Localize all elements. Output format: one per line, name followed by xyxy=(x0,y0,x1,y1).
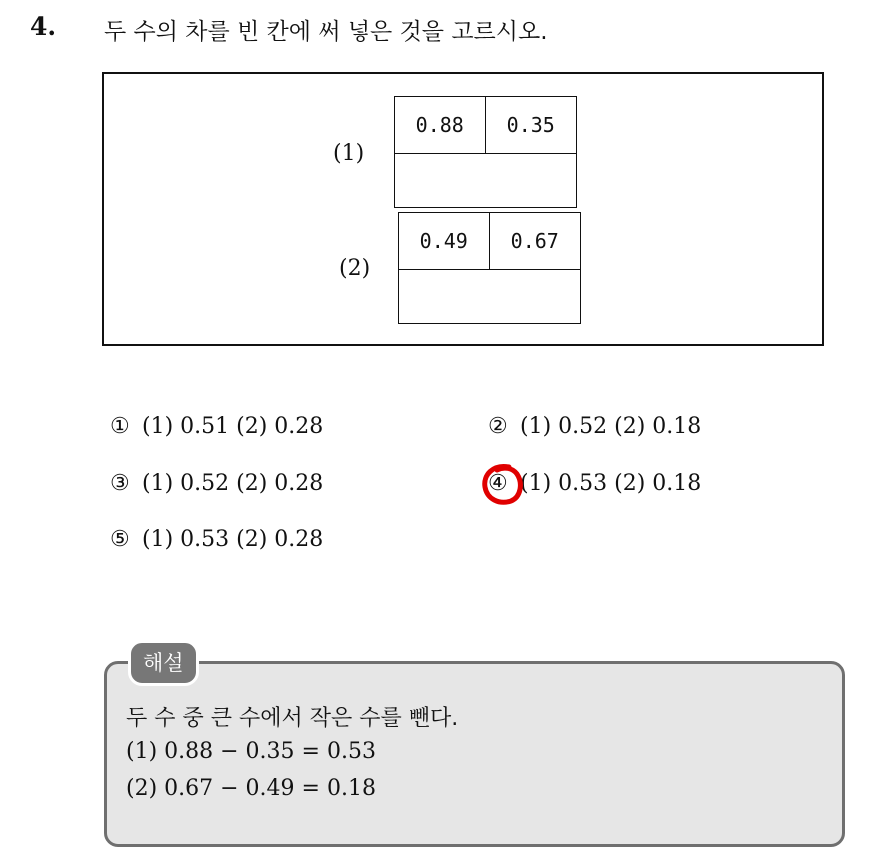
choice-3-text: (1) 0.52 (2) 0.28 xyxy=(142,471,324,496)
selected-answer-circle-icon xyxy=(479,461,527,509)
problem-1-left-value: 0.88 xyxy=(395,97,486,153)
solution-tag: 해설 xyxy=(128,640,199,686)
choice-2-text: (1) 0.52 (2) 0.18 xyxy=(520,414,702,439)
problem-2-left-value: 0.49 xyxy=(399,213,490,269)
solution-line-3: (2) 0.67 − 0.49 = 0.18 xyxy=(126,776,376,801)
choice-4-mark: ④ xyxy=(488,471,508,496)
choice-1[interactable] xyxy=(110,414,323,439)
choice-4-text: (1) 0.53 (2) 0.18 xyxy=(520,471,702,496)
problem-1-grid xyxy=(394,96,577,208)
choice-5-mark: ⑤ xyxy=(110,527,130,552)
choice-2[interactable] xyxy=(488,414,701,439)
problem-2-answer-blank xyxy=(399,269,580,325)
choice-3[interactable] xyxy=(110,471,323,496)
problem-1-answer-blank xyxy=(395,153,576,209)
question-prompt: 두 수의 차를 빈 칸에 써 넣은 것을 고르시오. xyxy=(104,19,548,45)
choice-5[interactable] xyxy=(110,527,323,552)
choice-2-mark: ② xyxy=(488,414,508,439)
choice-5-text: (1) 0.53 (2) 0.28 xyxy=(142,527,324,552)
problem-2-grid xyxy=(398,212,581,324)
choice-1-text: (1) 0.51 (2) 0.28 xyxy=(142,414,324,439)
problem-2-label: (2) xyxy=(339,256,371,281)
choice-1-mark: ① xyxy=(110,414,130,439)
solution-line-1: 두 수 중 큰 수에서 작은 수를 뺀다. xyxy=(126,706,459,731)
question-number: 4. xyxy=(30,12,57,41)
solution-line-2: (1) 0.88 − 0.35 = 0.53 xyxy=(126,739,376,764)
problem-1-label: (1) xyxy=(333,141,365,166)
circle-stroke xyxy=(485,467,521,503)
problem-2-right-value: 0.67 xyxy=(510,229,559,253)
choice-3-mark: ③ xyxy=(110,471,130,496)
problem-1-right-value: 0.35 xyxy=(506,113,555,137)
